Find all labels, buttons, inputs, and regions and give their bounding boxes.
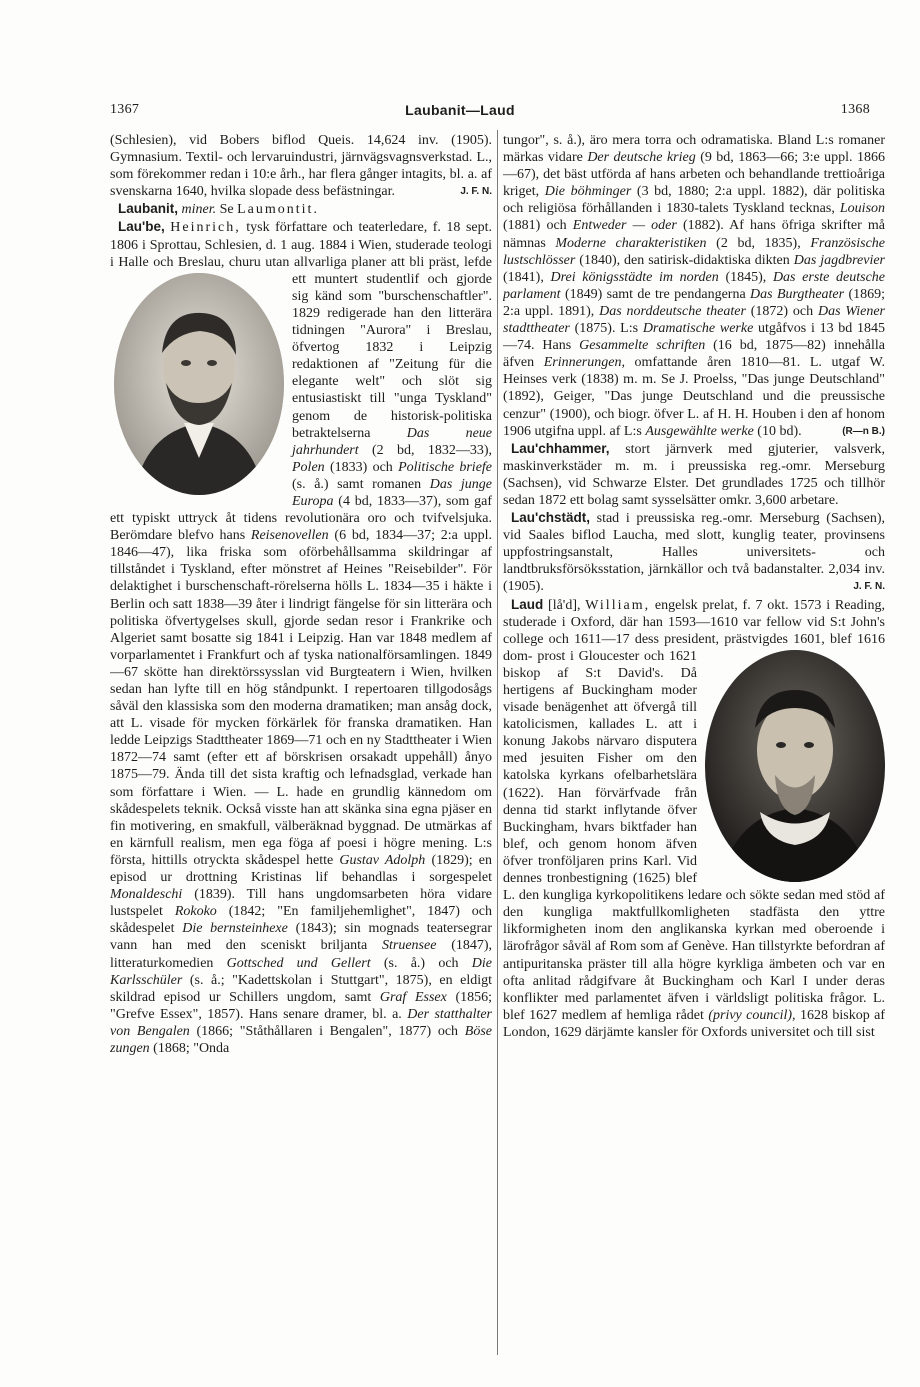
headword: Laud (511, 596, 544, 612)
page-number-left: 1367 (110, 102, 140, 117)
entry-laube-continued: tungor", s. å.), äro mera torra och odramatiska. Bland L:s romaner märkas vidare Der deutsche krieg (9 bd, 1863—66; 3:e uppl. 1866—67), det bäst utförda af hans arbeten och behandlande trettioåriga kriget, Die böhminger (3 bd, 1880; 2:a uppl. 1882), där politiska och religiösa förhållanden i 1830-talets Tyskland tecknas, Louison (1881) och Entweder — oder (1882). Af hans öfriga skrifter må nämnas Moderne charakteristiken (2 bd, 1835), Französische lustschlösser (1840), den satirisk-didaktiska dikten Das jagdbrevier (1841), Drei königsstädte im norden (1845), Das erste deutsche parlament (1849) samt de tre pendangerna Das Burgtheater (1869; 2:a uppl. 1891), Das norddeutsche theater (1872) och Das Wiener stadttheater (1875). L:s Dramatische werke utgåfvos i 13 bd 1845—74. Hans Gesammelte schriften (16 bd, 1875—82) innehålla äfven Erinnerungen, omfattande åren 1810—81. L. utgaf W. Heinses verk (1838) m. m. Se J. Proelss, "Das junge Deutschland" (1892), Geiger, "Das junge Deutschland und die preussische cenzur" (1900), och biogr. öfver L. af H. H. Houben i den af honom 1906 utgifna uppl. af L:s Ausgewählte werke (10 bd). (R—n B.) (503, 133, 885, 439)
column-divider (497, 130, 498, 1355)
headword: Laubanit, (118, 201, 178, 217)
entry-lauban-end: (Schlesien), vid Bobers biflod Queis. 14,624 inv. (1905). Gymnasium. Textil- och lervaruindustri, järnvägsvagnsverkstad. L., som förekommer redan i 10:e årh., har flera gånger intagits, bl. a. af svenskarna 1640, hvilka slopade dess befästningar. J. F. N. (110, 133, 492, 200)
laube-portrait-image (114, 273, 284, 495)
running-title: Laubanit—Laud (405, 102, 515, 118)
left-column (110, 132, 492, 1362)
entry-laubanit: Laubanit, miner. Se Laumontit. (118, 201, 319, 218)
entry-lauchstadt: Lau'chstädt, stad i preussiska reg.-omr. Merseburg (Sachsen), vid Saales biflod Laucha, med slott, kunglig teater, provinsens uppfostringsanstalt, Halles universitets- och landtbruksförsöksstation, järnkällor och två badanstalter. 2,034 inv. (1905). J. F. N. (503, 510, 885, 595)
entry-laube: Lau'be, Heinrich, tysk författare och teaterledare, f. 18 sept. 1806 i Sprottau, Schlesien, d. 1 aug. 1884 i Wien, studerade teologi i Halle och Breslau, churu utan allvarliga planer att bli präst, lefde ett muntert studentlif och gjorde sig känd som "burschenschaftler". 1829 redigerade han den litterära tidningen "Aurora" i Breslau, öfvertog 1832 i Leipzig redaktionen af "Zeitung für die elegante welt" och slöt sig entusiastiskt till "unga Tyskland" genom de historisk-politiska betraktelserna Das neue jahrhundert (2 bd, 1832—33), Polen (1833) och Politische briefe (s. å.) samt romanen Das junge Europa (4 bd, 1833—37), som gaf ett typiskt uttryck åt tidens revolutionära oro och tvifvelsjuka. Berömdare blefvo hans Reisenovellen (6 bd, 1834—37; 2:a uppl. 1846—47), lika friska som oförbehållsamma skildringar af tillståndet i Tyskland, efter mönstret af Heines "Reisebilder". För delaktighet i burschenschaft-rörelserna hölls L. 1834—35 i häkte i Berlin och satt 1838—39 åter i lindrigt fängelse för sin litterära och politiska öfvertygelses skull, gjorde sedan resor i Frankrike och Algeriet samt bosatte sig 1841 i Leipzig. Han var 1848 medlem af vorparlamentet i Frankfurt och af tyska nationalförsamlingen. 1849—67 skötte han direktörssysslan vid Burgteatern i Wien, hvilken sedan han lyfte till en hög ståndpunkt. I repertoaren tillgodosågs såväl den klassiska som den moderna dramatiken; man ansåg dock, att L. visade för mycken förkärlek för franska dramatiken. Han ledde Leipzigs Stadttheater 1869—71 och en ny Stadttheater i Wien 1872—74 samt (efter ett af börskrisen orsakadt uppehåll) ånyo 1875—79. Ända till det sista kraftig och lefnadsglad, verkade han som författare i Wien. — L. hade en grundlig kännedom om skådespelets teknik. Också visste han att skänka sina egna pjäser en fin motivering, en smakfull, välberäknad byggnad. De utmärkas af en kärnfull realism, men ega föga af poesi i högre mening. L:s första, hittills otryckta skådespel hette Gustav Adolph (1829); en episod ur drottning Kristinas lif behandlas i sorgespelet Monaldeschi (1839). Till hans ungdomsarbeten höra vidare lustspelet Rokoko (1842; "En familjehemlighet", 1847) och skådespelet Die bernsteinhexe (1843); sin mognads teatersegrar vann han med den sceniskt briljanta Struensee (1847), litteraturkomedien Gottsched und Gellert (s. å.) och Die Karlsschüler (s. å.; "Kadettskolan i Stuttgart", 1875), en eldigt skildrad episod ur Schillers ungdom, samt Graf Essex (1856; "Grefve Essex", 1857). Hans senare dramer, bl. a. Der statthalter von Bengalen (1866; "Ståthållaren i Bengalen", 1877) och Böse zungen (1868; "Onda (110, 219, 492, 1056)
headword: Lau'chstädt, (511, 510, 590, 526)
right-column (503, 132, 885, 1362)
headword: Lau'chhammer, (511, 440, 610, 456)
page-number-right: 1368 (840, 102, 870, 117)
portrait-engraving-icon (114, 273, 284, 495)
laud-portrait-image (705, 650, 885, 882)
portrait-engraving-icon (705, 650, 885, 882)
entry-lauchhammer: Lau'chhammer, stort järnverk med gjuterier, valsverk, maskinverkstäder m. m. i preussiska reg.-omr. Merseburg (Sachsen), vid Schwarze Elster. Det grundlades 1725 och tillhör sedan 1872 ett bolag samt sysselsätter omkr. 3,600 arbetare. (503, 440, 885, 508)
author-signature: J. F. N. (460, 186, 492, 198)
entry-laud: Laud [lå'd], William, engelsk prelat, f. 7 okt. 1573 i Reading, studerade i Oxford, där han 1593—1610 var fellow vid S:t John's college och 1611—17 dess president, prästvigdes 1601, blef 1616 dom- prost i Gloucester och 1621 biskop af S:t David's. Då hertigens af Buckingham moder visade benägenhet att öfvergå till katolicismen, kallades L. att i konung Jakobs närvaro disputera med jesuiten Fisher om den katolska kyrkans ofelbarhetslära (1622). Han förvärfvade från denna tid starkt inflytande öfver Buckingham, hvars biktfader han blef, och genom honom äfven öfver tronföljaren prins Karl. Vid dennes tronbestigning (1625) blef L. den kungliga kyrkopolitikens ledare och sökte sedan med stöd af den kungliga maktfullkomligheten stadfästa den yttre likformigheten inom den anglikanska kyrkan med oberoende i lärofrågor såväl af Rom som af Genève. Han tillstyrkte befordran af antipuritanska präster till alla högre kyrkliga ämbeten och var en ofta anlitad rådgifvare åt Buckingham och Karl I under deras konflikter med parlamentet äfven i världsligt politiska frågor. L. blef 1627 medlem af hemliga rådet (privy council), 1628 biskop af London, 1629 därjämte kansler för Oxfords universitet och till sist (503, 596, 885, 1040)
headword: Lau'be, (118, 219, 165, 235)
cross-reference: Laumontit. (237, 202, 319, 218)
author-signature: J. F. N. (853, 581, 885, 593)
author-signature: (R—n B.) (842, 425, 885, 437)
